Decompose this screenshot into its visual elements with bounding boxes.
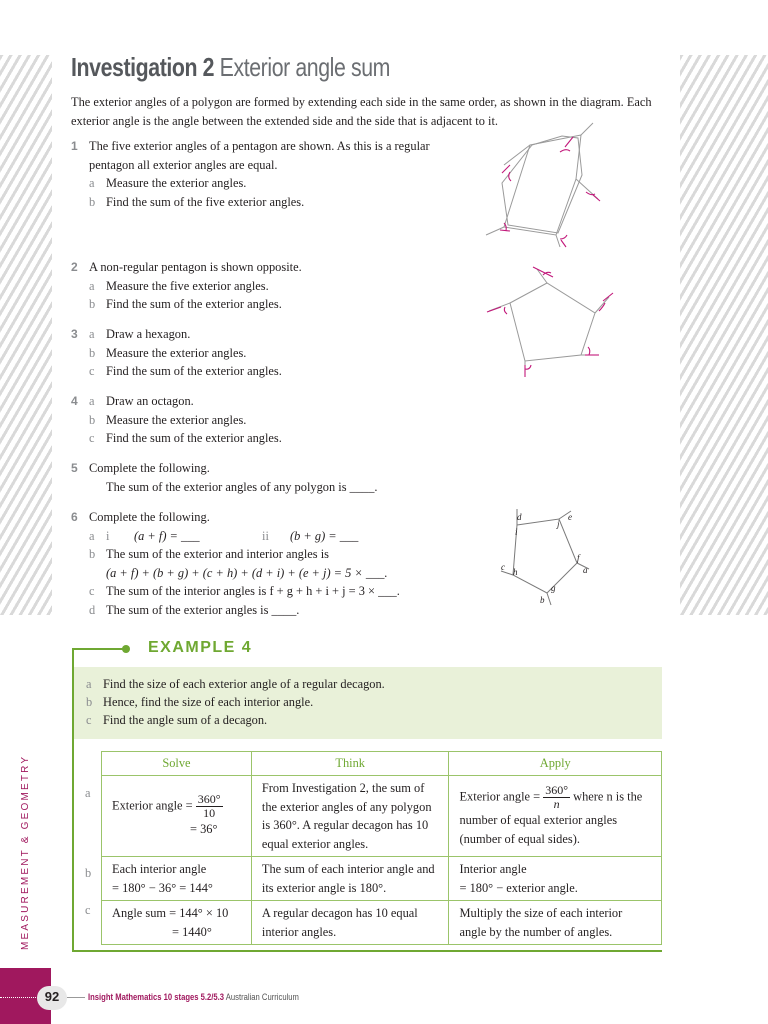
question-1 xyxy=(71,137,430,211)
q4-a-label: a xyxy=(89,394,95,408)
example-a: Find the size of each exterior angle of a regular decagon. xyxy=(103,677,385,691)
side-section-label: MEASUREMENT & GEOMETRY xyxy=(20,754,31,950)
q2-a-label: a xyxy=(89,278,95,293)
q1-a: Measure the exterior angles. xyxy=(106,176,247,190)
header-apply: Apply xyxy=(449,752,662,776)
header-solve: Solve xyxy=(102,752,252,776)
table-row xyxy=(102,776,662,857)
example-b-label: b xyxy=(86,695,93,709)
question-4 xyxy=(71,392,282,448)
q3-b: Measure the exterior angles. xyxy=(106,345,247,360)
row-c-think: A regular decagon has 10 equal interior angles. xyxy=(251,901,449,945)
right-stripe-decoration xyxy=(680,55,768,615)
q3-c: Find the sum of the exterior angles. xyxy=(106,364,282,378)
q2-b-label: b xyxy=(89,297,96,311)
question-5 xyxy=(71,459,378,496)
q3-number: 3 xyxy=(71,327,78,341)
q6-a-label: a xyxy=(89,528,95,543)
q6-aii: (b + g) = ___ xyxy=(290,528,359,543)
page-number: 92 xyxy=(44,989,60,1004)
left-stripe-decoration xyxy=(0,55,52,615)
q4-c-label: c xyxy=(89,431,95,445)
footer-arrow-line xyxy=(67,997,85,998)
label-c: c xyxy=(501,562,505,572)
title-bold: Investigation 2 xyxy=(71,52,215,82)
row-b-label: b xyxy=(85,866,92,880)
label-f: f xyxy=(577,553,580,563)
q6-b2: (a + f) + (b + g) + (c + h) + (d + i) + (e + j) = 5 × ___. xyxy=(106,565,388,580)
non-regular-pentagon-diagram xyxy=(485,265,620,385)
q1-b: Find the sum of the five exterior angles. xyxy=(106,194,305,209)
q6-ai: (a + f) = ___ xyxy=(134,528,200,543)
example-bottom-rule xyxy=(72,950,662,952)
q4-b-label: b xyxy=(89,412,96,427)
q2-text: A non-regular pentagon is shown opposite. xyxy=(89,260,302,274)
q6-b: The sum of the exterior and interior angles is xyxy=(106,547,329,561)
q4-a: Draw an octagon. xyxy=(106,394,194,408)
row-b-apply: Interior angle = 180° − exterior angle. xyxy=(449,857,662,901)
example-c-label: c xyxy=(86,713,92,727)
q2-number: 2 xyxy=(71,260,78,274)
example-dot xyxy=(122,645,130,653)
q4-b: Measure the exterior angles. xyxy=(106,412,247,427)
footer-book-title: Insight Mathematics 10 stages 5.2/5.3 xyxy=(88,992,225,1002)
header-think: Think xyxy=(251,752,449,776)
q1-line2: pentagon all exterior angles are equal. xyxy=(89,157,278,172)
row-c-label: c xyxy=(85,903,91,917)
q3-c-label: c xyxy=(89,364,95,378)
question-2 xyxy=(71,258,302,314)
label-b: b xyxy=(540,595,545,605)
table-header-row xyxy=(102,752,662,776)
q6-c: The sum of the interior angles is f + g + h + i + j = 3 × ___. xyxy=(106,584,400,598)
label-h: h xyxy=(513,567,518,577)
q6-b-label: b xyxy=(89,547,96,561)
row-a-apply: Exterior angle = $\frac{360^\circ}{n}$ where n is the number of equal exterior angles (number of equal sides). xyxy=(449,776,662,857)
q1-a-label: a xyxy=(89,176,95,190)
q6-d-label: d xyxy=(89,602,96,617)
q1-number: 1 xyxy=(71,139,78,153)
q5-number: 5 xyxy=(71,461,78,475)
q6-d: The sum of the exterior angles is ____. xyxy=(106,602,300,617)
q3-b-label: b xyxy=(89,345,96,360)
labelled-pentagon-diagram xyxy=(495,505,605,605)
example-question-box xyxy=(74,667,662,739)
q3-a: Draw a hexagon. xyxy=(106,327,191,341)
row-c-apply: Multiply the size of each interior angle by the number of angles. xyxy=(449,901,662,945)
footer-curriculum: Australian Curriculum xyxy=(225,992,299,1002)
q1-b-label: b xyxy=(89,194,96,209)
footer-text xyxy=(88,992,299,1002)
q6-aii-label: ii xyxy=(262,528,269,543)
example-c: Find the angle sum of a decagon. xyxy=(103,713,268,727)
page-title xyxy=(71,52,390,83)
regular-pentagon-diagram xyxy=(490,135,610,245)
question-3 xyxy=(71,325,282,381)
footer-dotted-line xyxy=(0,997,38,998)
label-i: i xyxy=(515,527,518,537)
q2-b: Find the sum of the exterior angles. xyxy=(106,297,282,311)
title-light: Exterior angle sum xyxy=(219,52,391,82)
label-d: d xyxy=(517,512,522,522)
q2-a: Measure the five exterior angles. xyxy=(106,278,269,293)
label-g: g xyxy=(551,583,556,593)
fraction-360-n: $\frac{360^\circ}{n}$ xyxy=(545,783,569,811)
example-b: Hence, find the size of each interior angle. xyxy=(103,695,314,709)
q5-text: Complete the following. xyxy=(89,461,210,475)
example-a-label: a xyxy=(86,677,92,691)
fraction-360-10: $\frac{360^\circ}{10}$ xyxy=(197,792,221,821)
row-a-label: a xyxy=(85,786,91,800)
q6-c-label: c xyxy=(89,584,95,598)
row-a-think: From Investigation 2, the sum of the exterior angles of any polygon is 360°. A regular decagon has 10 equal exterior angles. xyxy=(251,776,449,857)
row-b-solve: Each interior angle = 180° − 36° = 144° xyxy=(102,857,252,901)
q6-ai-label: i xyxy=(106,528,110,543)
label-e: e xyxy=(568,512,572,522)
question-6 xyxy=(71,508,400,619)
row-c-solve: Angle sum = 144° × 10 = 1440° xyxy=(102,901,252,945)
example-title: EXAMPLE 4 xyxy=(148,639,253,656)
q4-number: 4 xyxy=(71,394,78,408)
q4-c: Find the sum of the exterior angles. xyxy=(106,431,282,445)
row-b-think: The sum of each interior angle and its exterior angle is 180°. xyxy=(251,857,449,901)
example-rule xyxy=(72,648,124,650)
q6-number: 6 xyxy=(71,510,78,524)
row-a-solve: Exterior angle = $\frac{360^\circ}{10}$ = 36° xyxy=(102,776,252,857)
table-row xyxy=(102,901,662,945)
label-j: j xyxy=(557,519,560,529)
solution-table xyxy=(101,751,662,945)
q6-text: Complete the following. xyxy=(89,510,210,524)
table-row xyxy=(102,857,662,901)
q1-line1: The five exterior angles of a pentagon are shown. As this is a regular xyxy=(89,139,430,153)
intro-paragraph: The exterior angles of a polygon are formed by extending each side in the same order, as shown in the diagram. Each exterior angle is the angle between the extended side and the side that is adjacent to it. xyxy=(71,95,652,128)
q3-a-label: a xyxy=(89,327,95,341)
q5-line2: The sum of the exterior angles of any polygon is ____. xyxy=(106,479,378,494)
label-a: a xyxy=(583,565,588,575)
